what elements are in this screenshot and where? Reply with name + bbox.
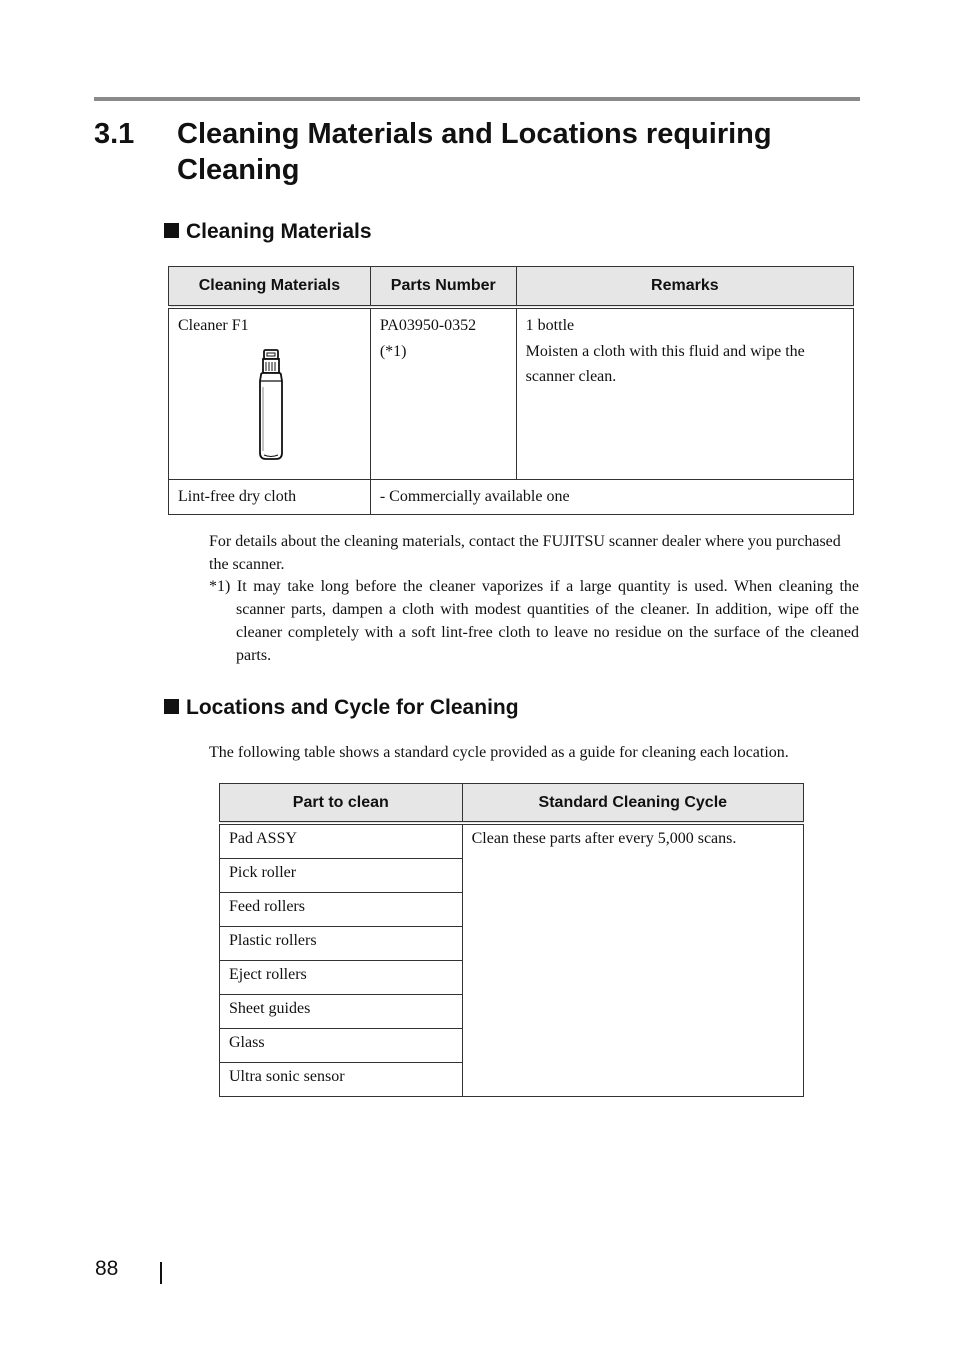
table-row bbox=[220, 823, 804, 859]
page-divider bbox=[160, 1262, 162, 1284]
cleaning-cycle-table bbox=[219, 783, 804, 1097]
part-cell: Plastic rollers bbox=[220, 927, 463, 961]
header-standard-cleaning-cycle: Standard Cleaning Cycle bbox=[462, 784, 803, 824]
part-cell: Ultra sonic sensor bbox=[220, 1063, 463, 1097]
cleaning-materials-table bbox=[168, 266, 854, 515]
locations-heading bbox=[164, 695, 519, 721]
part-cell: Feed rollers bbox=[220, 893, 463, 927]
table-header-row bbox=[220, 784, 804, 824]
part-cell: Pad ASSY bbox=[220, 823, 463, 859]
part-cell: Pick roller bbox=[220, 859, 463, 893]
header-cleaning-materials: Cleaning Materials bbox=[169, 267, 371, 308]
material-name: Cleaner F1 bbox=[178, 317, 249, 334]
parts-number: PA03950-0352 bbox=[379, 317, 477, 334]
parts-number-cell bbox=[370, 307, 516, 480]
parts-remarks-cell: - Commercially available one bbox=[370, 480, 853, 515]
cleaning-materials-heading-text: Cleaning Materials bbox=[186, 220, 372, 243]
material-cell bbox=[169, 307, 371, 480]
part-cell: Eject rollers bbox=[220, 961, 463, 995]
table-row bbox=[169, 480, 854, 515]
remarks-instruction: Moisten a cloth with this fluid and wipe the scanner clean. bbox=[525, 342, 805, 385]
section-top-rule bbox=[94, 97, 860, 101]
table-row bbox=[169, 307, 854, 480]
part-cell: Sheet guides bbox=[220, 995, 463, 1029]
remarks-cell bbox=[516, 307, 853, 480]
page-number: 88 bbox=[95, 1257, 119, 1280]
cleaning-notes bbox=[209, 531, 859, 667]
locations-intro: The following table shows a standard cycle provided as a guide for cleaning each location. bbox=[209, 744, 789, 761]
dealer-note: For details about the cleaning materials, contact the FUJITSU scanner dealer where you purchased the scanner. bbox=[209, 533, 841, 573]
footnote-1: *1) It may take long before the cleaner vaporizes if a large quantity is used. When cleaning the scanner parts, dampen a cloth with modest quantities of the cleaner. In addition, wipe off the cleaner completely with a soft lint-free cloth to leave no residue on the surface of the cleaned parts. bbox=[209, 578, 859, 664]
header-part-to-clean: Part to clean bbox=[220, 784, 463, 824]
locations-heading-text: Locations and Cycle for Cleaning bbox=[186, 696, 519, 719]
material-cell: Lint-free dry cloth bbox=[169, 480, 371, 515]
header-remarks: Remarks bbox=[516, 267, 853, 308]
square-bullet-icon bbox=[164, 699, 179, 714]
square-bullet-icon bbox=[164, 223, 179, 238]
cleaning-materials-heading bbox=[164, 219, 372, 245]
table-header-row bbox=[169, 267, 854, 308]
part-cell: Glass bbox=[220, 1029, 463, 1063]
cleaner-bottle-icon bbox=[251, 347, 301, 463]
cycle-cell: Clean these parts after every 5,000 scans. bbox=[462, 823, 803, 1097]
section-title: Cleaning Materials and Locations requiring Cleaning bbox=[177, 118, 772, 186]
section-number: 3.1 bbox=[94, 118, 135, 150]
remarks-quantity: 1 bottle bbox=[525, 317, 575, 334]
header-parts-number: Parts Number bbox=[370, 267, 516, 308]
parts-number-footnote-ref: (*1) bbox=[379, 342, 407, 360]
